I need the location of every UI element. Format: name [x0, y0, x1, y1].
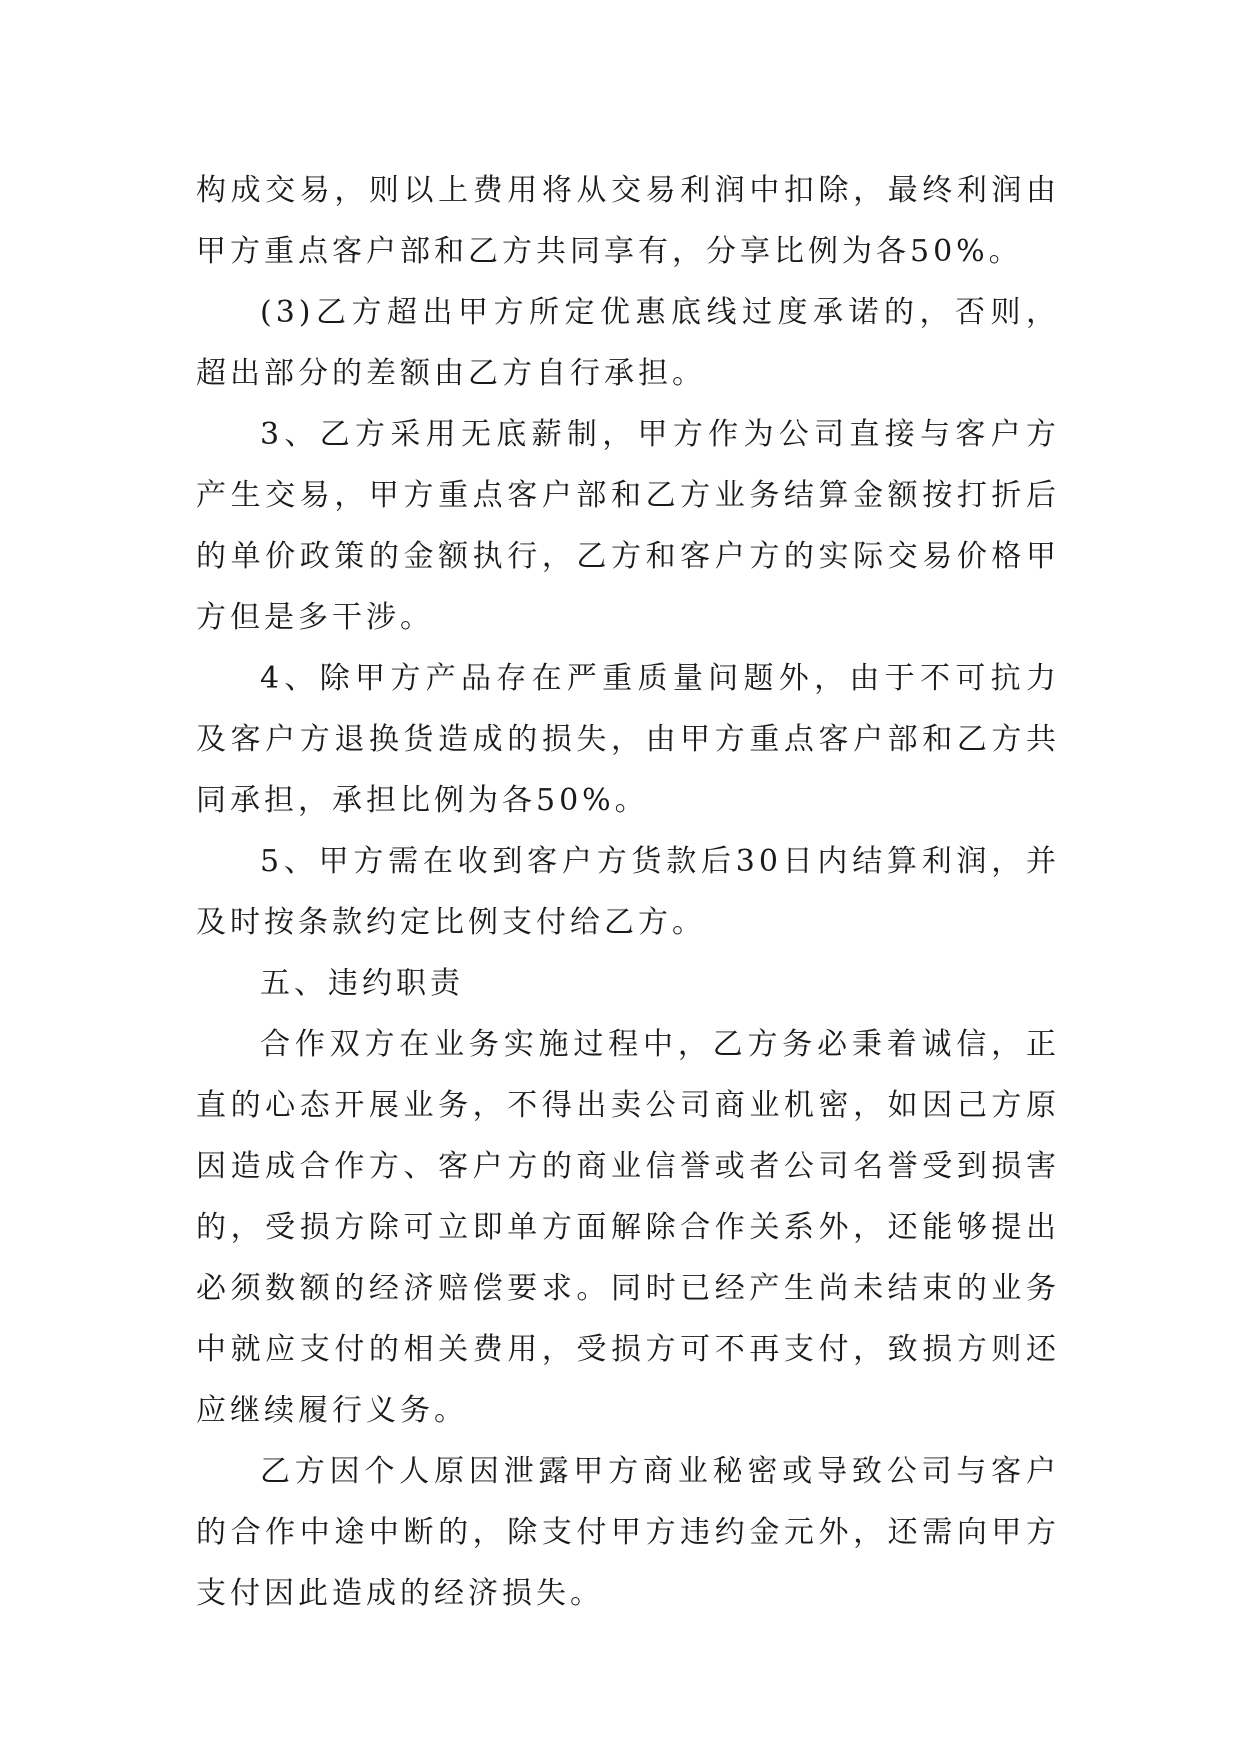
paragraph-profit-sharing: 构成交易，则以上费用将从交易利润中扣除，最终利润由甲方重点客户部和乙方共同享有，分享比例为各50%。 — [196, 173, 1060, 269]
paragraph-no-base-salary: 3、乙方采用无底薪制，甲方作为公司直接与客户方产生交易，甲方重点客户部和乙方业务结算金额按打折后的单价政策的金额执行，乙方和客户方的实际交易价格甲方但是多干涉。 — [196, 417, 1060, 635]
document-body — [196, 160, 1060, 1624]
paragraph-breach-liability: 合作双方在业务实施过程中，乙方务必秉着诚信，正直的心态开展业务，不得出卖公司商业机密，如因己方原因造成合作方、客户方的商业信誉或者公司名誉受到损害的，受损方除可立即单方面解除合作关系外，还能够提出必须数额的经济赔偿要求。同时已经产生尚未结束的业务中就应支付的相关费用，受损方可不再支付，致损方则还应继续履行义务。 — [196, 1027, 1060, 1428]
paragraph-over-commitment: (3)乙方超出甲方所定优惠底线过度承诺的，否则，超出部分的差额由乙方自行承担。 — [196, 295, 1060, 391]
section-heading-breach: 五、违约职责 — [260, 966, 464, 1001]
paragraph-loss-sharing: 4、除甲方产品存在严重质量问题外，由于不可抗力及客户方退换货造成的损失，由甲方重点客户部和乙方共同承担，承担比例为各50%。 — [196, 661, 1060, 818]
paragraph-secret-leak: 乙方因个人原因泄露甲方商业秘密或导致公司与客户的合作中途中断的，除支付甲方违约金元外，还需向甲方支付因此造成的经济损失。 — [196, 1454, 1060, 1611]
paragraph-settlement: 5、甲方需在收到客户方货款后30日内结算利润，并及时按条款约定比例支付给乙方。 — [196, 844, 1060, 940]
